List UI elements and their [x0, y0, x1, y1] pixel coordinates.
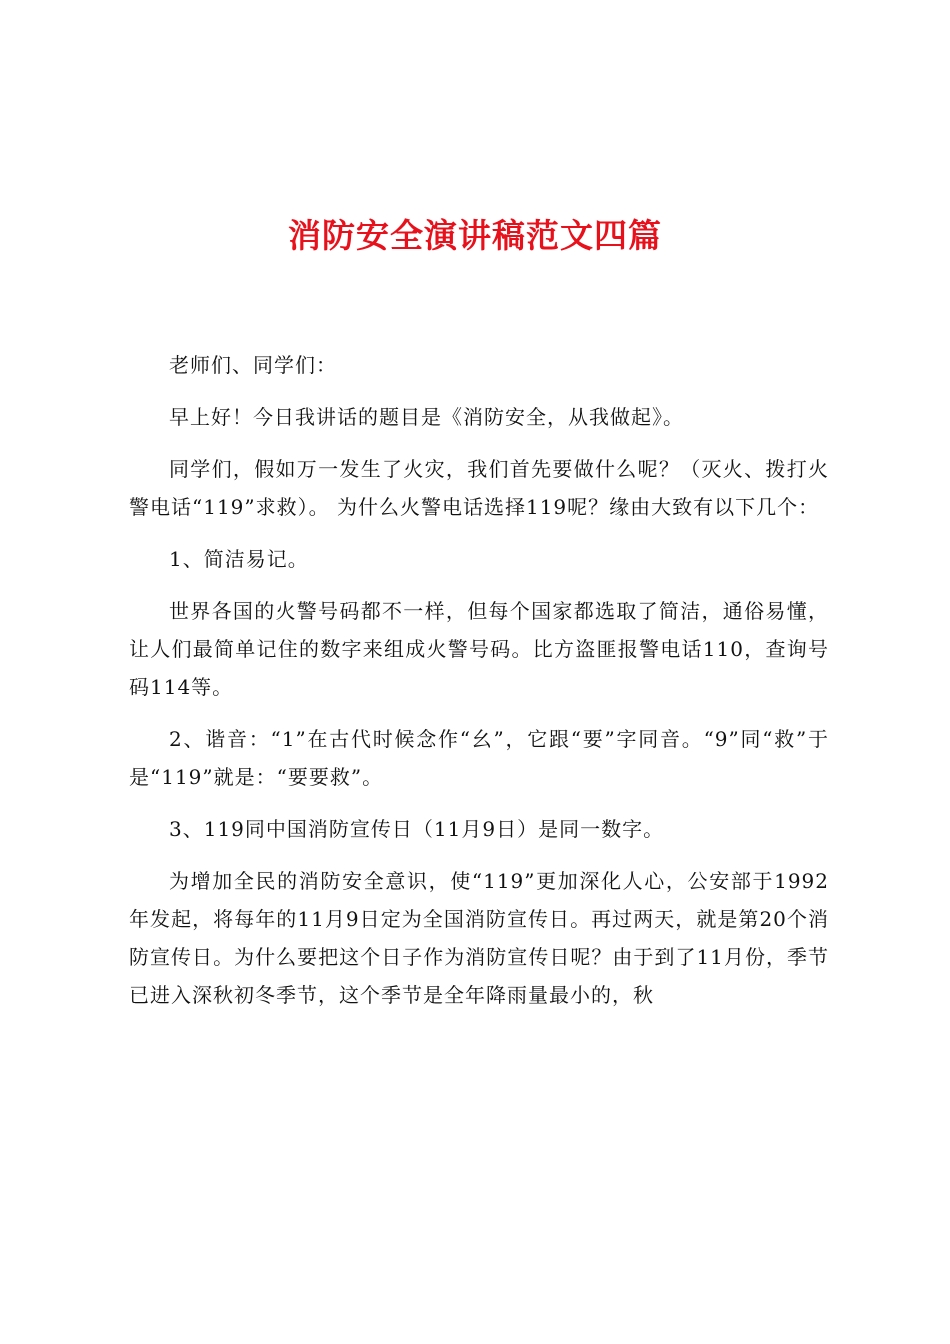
paragraph-reason-1-detail: 世界各国的火警号码都不一样，但每个国家都选取了简洁，通俗易懂，让人们最简单记住的数字来组成火警号码。比方盗匪报警电话110，查询号码114等。: [129, 599, 829, 699]
paragraph-reason-2: 2、谐音：“1”在古代时候念作“幺”，它跟“要”字同音。“9”同“救”于是“119”就是：“要要救”。: [129, 727, 829, 789]
paragraph-greeting: 老师们、同学们：: [169, 353, 337, 377]
paragraph-reason-3: 3、119同中国消防宣传日（11月9日）是同一数字。: [169, 817, 665, 841]
paragraph-opening: 早上好！今日我讲话的题目是《消防安全，从我做起》。: [169, 405, 684, 429]
paragraph-publicity-day: 为增加全民的消防安全意识，使“119”更加深化人心，公安部于1992年发起，将每年的11月9日定为全国消防宣传日。再过两天，就是第20个消防宣传日。为什么要把这个日子作为消防宣传日呢？由于到了11月份，季节已进入深秋初冬季节，这个季节是全年降雨量最小的，秋: [129, 869, 829, 1007]
paragraph-question: 同学们，假如万一发生了火灾，我们首先要做什么呢？（灭火、拨打火警电话“119”求救）。 为什么火警电话选择119呢？缘由大致有以下几个：: [129, 457, 829, 519]
paragraph-reason-1: 1、简洁易记。: [169, 547, 309, 571]
document-body: [129, 346, 829, 1028]
document-title: 消防安全演讲稿范文四篇: [288, 216, 662, 255]
